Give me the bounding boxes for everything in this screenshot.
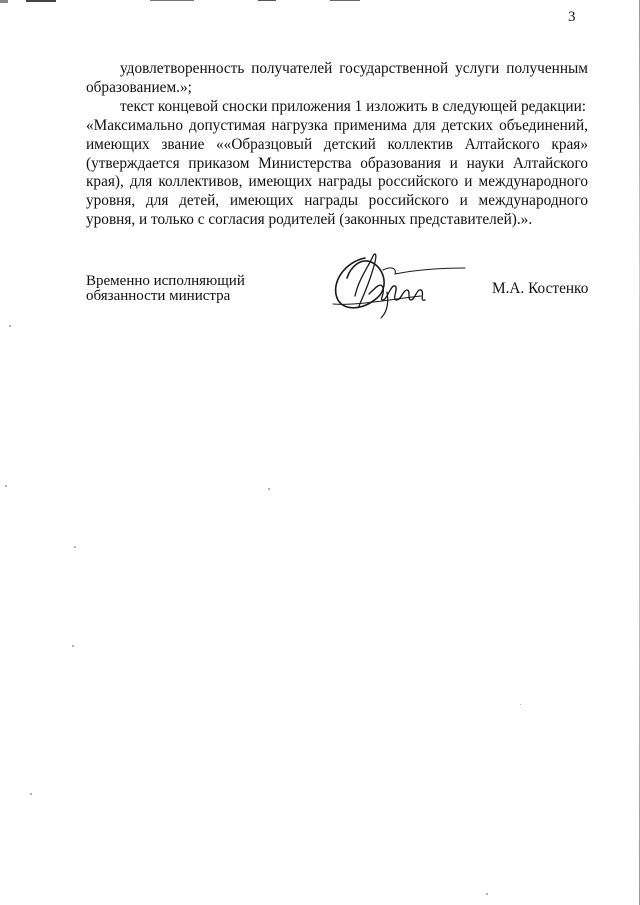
signatory-name: М.А. Костенко xyxy=(492,280,589,297)
paragraph-footnote-text: «Максимально допустимая нагрузка применима для детских объединений, имеющих звание ««Образцовый детский коллектив Алтайского края» (утверждается приказом Министерства образования и науки Алтайского края), для коллективов, имеющих награды российского и международного уровня, для детей, имеющих награды российского и международного уровня, и только с согласия родителей (законных представителей).». xyxy=(86,116,588,229)
scan-speck xyxy=(74,546,76,548)
scan-speck xyxy=(30,793,32,795)
position-line-2: обязанности министра xyxy=(86,288,231,304)
scan-speck xyxy=(5,485,7,487)
paragraph-satisfaction: удовлетворенность получателей государственной услуги полученным образованием.»; xyxy=(86,60,588,96)
handwritten-signature-icon xyxy=(325,248,470,320)
position-line-1: Временно исполняющий xyxy=(86,273,245,289)
scan-speck xyxy=(72,645,74,647)
scan-artifact-top xyxy=(0,0,640,6)
scan-speck xyxy=(9,325,11,327)
document-body xyxy=(86,60,588,230)
scan-speck xyxy=(486,893,488,895)
scan-speck xyxy=(268,488,270,490)
page-number: 3 xyxy=(568,9,576,25)
scan-speck xyxy=(520,704,521,705)
paragraph-footnote-intro: текст концевой сноски приложения 1 изложить в следующей редакции: xyxy=(120,97,587,115)
signatory-position xyxy=(86,274,245,304)
